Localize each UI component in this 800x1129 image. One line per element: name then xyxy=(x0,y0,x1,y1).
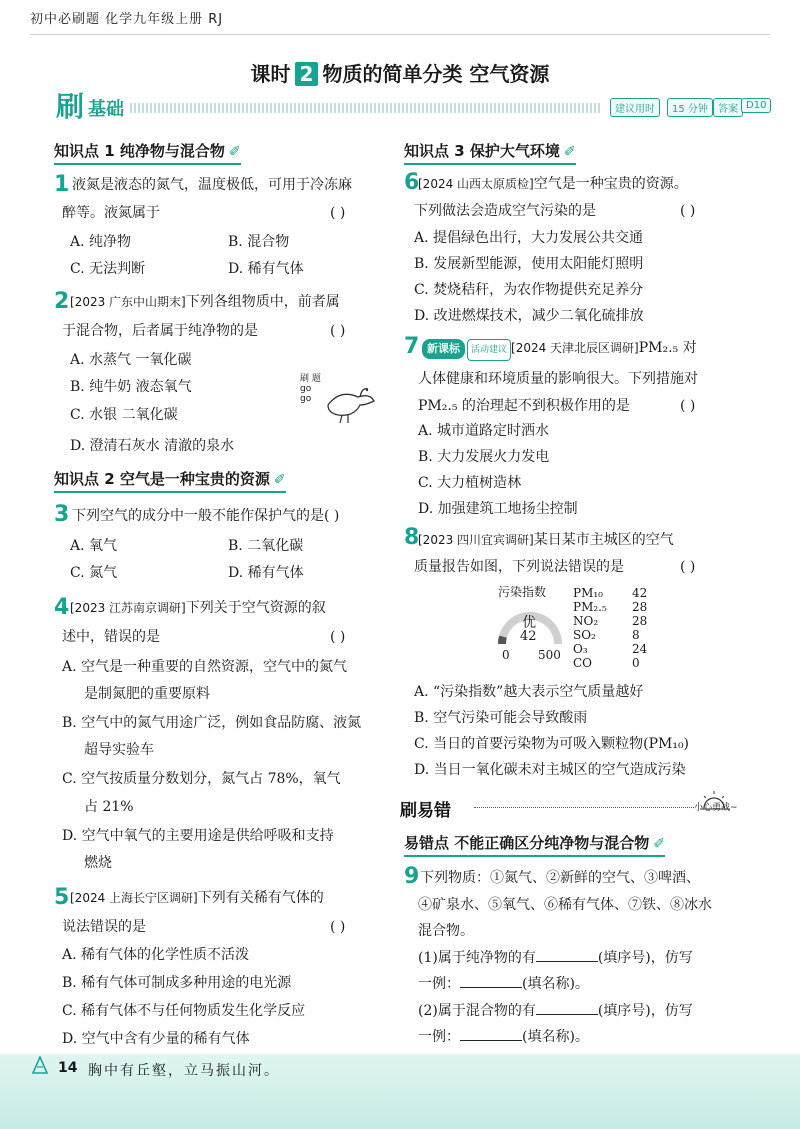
q8-option-a: A. “污染指数”越大表示空气质量越好 xyxy=(414,684,644,700)
brand-icon: 刷 xyxy=(56,90,85,123)
pollutant-name: PM₁₀ xyxy=(573,586,603,600)
q8-option-c: C. 当日的首要污染物为可吸入颗粒物(PM₁₀) xyxy=(414,736,690,752)
lesson-name: 物质的简单分类 空气资源 xyxy=(322,62,550,86)
pollutant-value: 28 xyxy=(632,600,648,614)
q6-option-a: A. 提倡绿色出行，大力发展公共交通 xyxy=(414,230,644,246)
footer-motto: 胸中有丘壑，立马振山河。 xyxy=(88,1063,280,1079)
q3-option-b: B. 二氧化碳 xyxy=(228,538,304,554)
q6-line2: 下列做法会造成空气污染的是 xyxy=(414,203,596,219)
q5-line1 xyxy=(70,888,324,908)
mistakes-tagline: 小心勇战~ xyxy=(694,803,738,813)
q2-line2: 于混合物，后者属于纯净物的是 xyxy=(62,323,258,339)
pollutant-value: 28 xyxy=(632,614,648,628)
q9-part1-example-text: 一例： xyxy=(418,976,460,992)
q4-line2: 述中，错误的是 xyxy=(62,629,160,645)
lesson-title xyxy=(0,58,800,87)
q4-line1 xyxy=(70,598,326,618)
question-number: 1 xyxy=(54,172,70,197)
check-icon: ✐ xyxy=(563,144,576,160)
q2-option-d: D. 澄清石灰水 清澈的泉水 xyxy=(70,438,235,454)
q2-source: [2023 广东中山期末] xyxy=(70,295,186,309)
new-curriculum-badge: 新课标 xyxy=(422,339,465,359)
q1-option-b: B. 混合物 xyxy=(228,234,290,250)
q9-part2-example-text: 一例： xyxy=(418,1029,460,1045)
question-number: 6 xyxy=(404,170,420,195)
q2-option-c: C. 水银 二氧化碳 xyxy=(70,407,178,423)
pollutant-name: PM₂.₅ xyxy=(573,600,607,614)
question-number: 8 xyxy=(404,525,420,550)
q2-line1 xyxy=(70,292,340,312)
q9-part1 xyxy=(418,947,693,968)
q9-part1-text: (1)属于纯净物的有 xyxy=(418,950,536,966)
q3-line1: 下列空气的成分中一般不能作保护气的是( ) xyxy=(72,508,340,524)
pollutant-name: NO₂ xyxy=(573,614,599,628)
time-label: 建议用时 xyxy=(610,98,660,117)
q8-option-b: B. 空气污染可能会导致酸雨 xyxy=(414,710,588,726)
q9-line2: ④矿泉水、⑤氧气、⑥稀有气体、⑦铁、⑧冰水 xyxy=(418,897,712,913)
q9-part2 xyxy=(418,1000,693,1021)
answer-paren: ( ) xyxy=(680,559,696,575)
q8-option-d: D. 当日一氧化碳未对主城区的空气造成污染 xyxy=(414,762,686,778)
mistakes-brand: 刷易错 xyxy=(400,801,451,821)
q1-line1: 液氮是液态的氮气，温度极低，可用于冷冻麻 xyxy=(72,177,352,193)
error-point-label: 易错点 不能正确区分纯净物与混合物 xyxy=(404,834,650,852)
q4-option-b-cont: 超导实验车 xyxy=(84,742,154,758)
answer-paren: ( ) xyxy=(680,398,696,414)
q2-option-a: A. 水蒸气 一氧化碳 xyxy=(70,352,192,368)
q6-source: [2024 山西太原质检] xyxy=(418,177,534,191)
pollutant-name: CO xyxy=(573,656,593,670)
answer-blank[interactable] xyxy=(536,947,598,962)
q2-stem: 下列各组物质中，前者属 xyxy=(185,294,340,310)
q4-source: [2023 江苏南京调研] xyxy=(70,601,186,615)
mountain-logo-icon xyxy=(32,1056,48,1074)
question-number: 5 xyxy=(54,885,70,910)
lesson-prefix: 课时 xyxy=(250,62,291,86)
q5-line2: 说法错误的是 xyxy=(62,919,146,935)
dotted-divider xyxy=(130,103,600,113)
answer-paren: ( ) xyxy=(330,629,346,645)
time-value: 15 分钟 xyxy=(667,98,713,117)
answer-blank[interactable] xyxy=(460,1026,522,1041)
q8-line2: 质量报告如图，下列说法错误的是 xyxy=(414,559,624,575)
answer-paren: ( ) xyxy=(680,203,696,219)
page-number: 14 xyxy=(58,1060,78,1076)
kp2-label: 知识点 2 空气是一种宝贵的资源 xyxy=(54,470,270,488)
q4-option-a-cont: 是制氮肥的重要原料 xyxy=(84,686,210,702)
sun-doodle-icon xyxy=(700,790,730,812)
pollutant-value: 42 xyxy=(632,586,648,600)
check-icon: ✐ xyxy=(228,144,241,160)
check-icon: ✐ xyxy=(653,836,665,852)
question-number: 9 xyxy=(404,864,420,889)
q9-part1-example-tail: (填名称)。 xyxy=(522,976,589,992)
q9-part2-example xyxy=(418,1026,589,1047)
q9-line3: 混合物。 xyxy=(418,923,474,939)
q3-option-c: C. 氮气 xyxy=(70,565,118,581)
q7-option-d: D. 加强建筑工地扬尘控制 xyxy=(418,501,578,517)
kp1-label: 知识点 1 纯净物与混合物 xyxy=(54,142,225,160)
answer-paren: ( ) xyxy=(330,323,346,339)
q6-stem: 空气是一种宝贵的资源。 xyxy=(533,176,688,192)
knowledge-point-2 xyxy=(54,468,286,493)
activity-badge: 活动建议 xyxy=(467,339,511,361)
aqi-level: 优 xyxy=(522,615,536,631)
q2-option-b: B. 纯牛奶 液态氧气 xyxy=(70,379,192,395)
q4-option-a: A. 空气是一种重要的自然资源，空气中的氮气 xyxy=(62,659,348,675)
q6-line1 xyxy=(418,174,688,194)
q1-option-a: A. 纯净物 xyxy=(70,234,132,250)
header-divider xyxy=(30,34,770,35)
question-number: 3 xyxy=(54,502,70,527)
doodle-text: 刷 题 go go xyxy=(300,374,321,404)
knowledge-point-1 xyxy=(54,140,241,165)
pollutant-name: SO₂ xyxy=(573,628,596,642)
q9-part1-tail: (填序号)，仿写 xyxy=(597,950,693,966)
section-bar-basics xyxy=(30,92,770,122)
check-icon: ✐ xyxy=(273,472,286,488)
q7-line3: PM₂.₅ 的治理起不到积极作用的是 xyxy=(418,398,630,414)
q4-option-b: B. 空气中的氮气用途广泛，例如食品防腐、液氮 xyxy=(62,715,362,731)
kp3-label: 知识点 3 保护大气环境 xyxy=(404,142,560,160)
answer-value: D10 xyxy=(741,98,771,113)
question-number: 4 xyxy=(54,595,70,620)
gauge-fill xyxy=(502,637,503,644)
q7-line2: 人体健康和环境质量的影响很大。下列措施对 xyxy=(418,371,698,387)
lesson-number: 2 xyxy=(295,62,319,86)
section-bar-mistakes xyxy=(400,796,750,820)
q7-option-a: A. 城市道路定时洒水 xyxy=(418,423,550,439)
pollutant-value: 8 xyxy=(632,628,640,642)
answer-paren: ( ) xyxy=(330,205,346,221)
answer-blank[interactable] xyxy=(460,973,522,988)
q5-option-c: C. 稀有气体不与任何物质发生化学反应 xyxy=(62,1003,306,1019)
q6-option-c: C. 焚烧秸秆，为农作物提供充足养分 xyxy=(414,282,644,298)
pollutant-value: 24 xyxy=(632,642,648,656)
q4-option-d: D. 空气中氧气的主要用途是供给呼吸和支持 xyxy=(62,828,334,844)
q3-option-a: A. 氧气 xyxy=(70,538,118,554)
q4-option-c-cont: 占 21% xyxy=(84,799,134,815)
pollutant-name: O₃ xyxy=(573,642,588,656)
q5-option-d: D. 空气中含有少量的稀有气体 xyxy=(62,1031,250,1047)
q1-option-c: C. 无法判断 xyxy=(70,261,146,277)
q7-option-c: C. 大力植树造林 xyxy=(418,475,522,491)
book-title: 初中必刷题 化学九年级上册 RJ xyxy=(30,12,224,27)
q9-line1: 下列物质：①氮气、②新鲜的空气、③啤酒、 xyxy=(420,870,700,886)
q1-line2: 醉等。液氮属于 xyxy=(62,205,160,221)
knowledge-point-3 xyxy=(404,140,576,165)
q4-stem: 下列关于空气资源的叙 xyxy=(185,600,326,616)
aqi-title: 污染指数 xyxy=(498,585,547,599)
q8-line1 xyxy=(418,530,674,550)
q9-part2-example-tail: (填名称)。 xyxy=(522,1029,589,1045)
question-number: 2 xyxy=(54,289,70,314)
aqi-scale-min: 0 xyxy=(502,648,510,662)
q7-line1 xyxy=(422,338,697,361)
q5-option-b: B. 稀有气体可制成多种用途的电光源 xyxy=(62,975,292,991)
q6-option-b: B. 发展新型能源，使用太阳能灯照明 xyxy=(414,256,644,272)
q7-source: [2024 天津北辰区调研] xyxy=(511,341,639,355)
q4-option-d-cont: 燃烧 xyxy=(84,855,112,871)
error-point xyxy=(404,832,665,857)
q3-option-d: D. 稀有气体 xyxy=(228,565,304,581)
pollutant-value: 0 xyxy=(632,656,640,670)
q7-option-b: B. 大力发展火力发电 xyxy=(418,449,550,465)
aqi-scale-max: 500 xyxy=(538,648,561,662)
question-number: 7 xyxy=(404,334,420,359)
q8-stem: 某日某市主城区的空气 xyxy=(533,532,674,548)
aqi-value: 42 xyxy=(520,629,537,644)
q5-stem: 下列有关稀有气体的 xyxy=(197,890,324,906)
q8-source: [2023 四川宜宾调研] xyxy=(418,533,534,547)
q1-option-d: D. 稀有气体 xyxy=(228,261,304,277)
q7-stem: PM₂.₅ 对 xyxy=(638,340,697,356)
q6-option-d: D. 改进燃煤技术，减少二氧化硫排放 xyxy=(414,308,644,324)
answer-label: 答案 xyxy=(713,98,743,117)
q5-source: [2024 上海长宁区调研] xyxy=(70,891,198,905)
q9-part2-tail: (填序号)，仿写 xyxy=(597,1003,693,1019)
q9-part1-example xyxy=(418,973,589,994)
answer-blank[interactable] xyxy=(536,1000,598,1015)
section-label: 基础 xyxy=(88,99,124,120)
q9-part2-text: (2)属于混合物的有 xyxy=(418,1003,536,1019)
answer-paren: ( ) xyxy=(330,919,346,935)
q4-option-c: C. 空气按质量分数划分，氮气占 78%，氧气 xyxy=(62,771,341,787)
dotted-divider xyxy=(474,807,694,808)
q5-option-a: A. 稀有气体的化学性质不活泼 xyxy=(62,947,250,963)
